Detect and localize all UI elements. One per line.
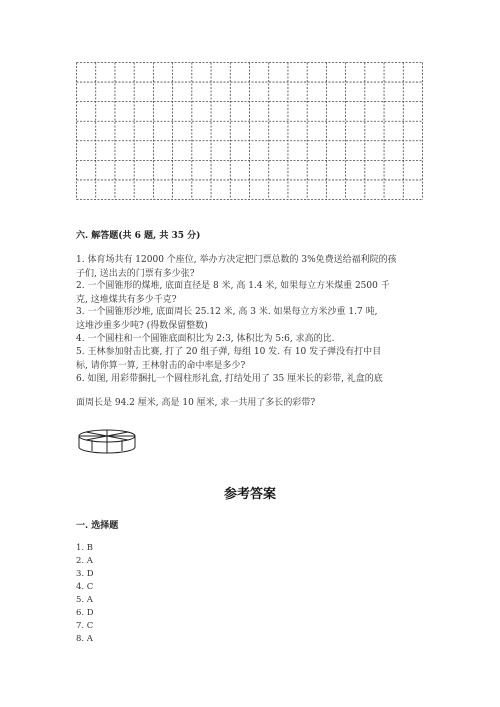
question-line: 标, 请你算一算, 王林射击的命中率是多少? [76, 360, 246, 371]
question-2 [76, 280, 426, 307]
question-line: 子们, 送出去的门票有多少张? [76, 268, 195, 279]
question-line: 6. 如图, 用彩带捆扎一个圆柱形礼盒, 打结处用了 35 厘米长的彩带, 礼盒的底 [76, 374, 383, 384]
question-6-continuation: 面周长是 94.2 厘米, 高是 10 厘米, 求一共用了多长的彩带? [76, 398, 316, 408]
question-line: 克, 这堆煤共有多少千克? [76, 294, 177, 305]
question-4 [76, 333, 426, 347]
answer-item: 6. D [76, 608, 94, 618]
section-title: 六. 解答题(共 6 题, 共 35 分) [76, 231, 201, 241]
answer-item: 4. C [76, 582, 94, 592]
question-line: 这堆沙重多少吨? (得数保留整数) [76, 320, 208, 331]
question-5 [76, 346, 426, 373]
question-line: 4. 一个圆柱和一个圆锥底面积比为 2:3, 体积比为 5:6, 求高的比. [76, 334, 335, 344]
answer-item: 1. B [76, 543, 94, 553]
answer-item: 7. C [76, 621, 94, 631]
answer-item: 5. A [76, 595, 93, 605]
answer-item: 8. A [76, 634, 93, 644]
grid-lines [76, 62, 423, 200]
question-line: 5. 王林参加射击比赛, 打了 20 组子弹, 每组 10 发. 有 10 发子弹没有打中目 [76, 347, 382, 357]
answer-item: 3. D [76, 569, 94, 579]
question-1 [76, 254, 426, 281]
question-line: 1. 体育场共有 12000 个座位, 举办方决定把门票总数的 3%免费送给福利院的孩 [76, 255, 397, 265]
question-line: 3. 一个圆锥形沙堆, 底面周长 25.12 米, 高 3 米. 如果每立方米沙重 1.7 吨, [76, 307, 378, 317]
cylinder-gift-box-figure [76, 428, 138, 460]
answer-item: 2. A [76, 556, 93, 566]
question-line: 2. 一个圆锥形的煤堆, 底面直径是 8 米, 高 1.4 米, 如果每立方米煤重 2500 千 [76, 281, 390, 291]
question-3 [76, 306, 426, 333]
answer-title: 参考答案 [223, 487, 276, 502]
question-6 [76, 373, 426, 387]
answer-subtitle: 一. 选择题 [76, 521, 119, 531]
writing-grid [76, 62, 423, 200]
